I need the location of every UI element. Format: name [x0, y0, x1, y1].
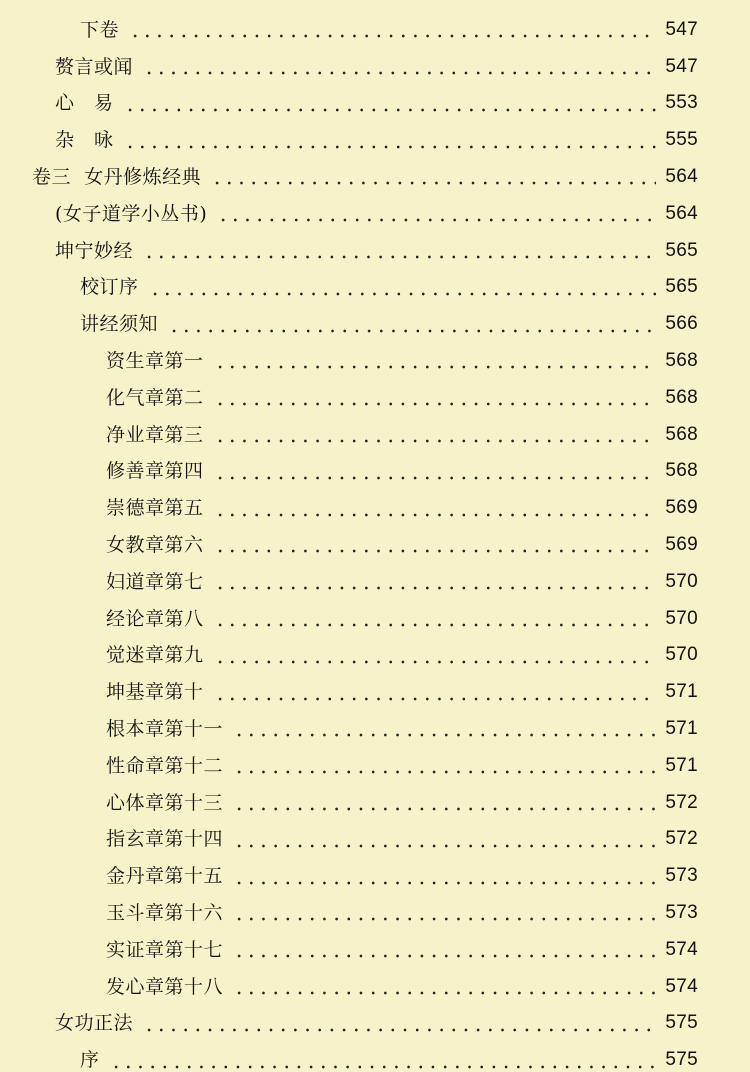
toc-entry[interactable] — [0, 783, 750, 820]
toc-entry-title: 坤基章第十 — [106, 681, 204, 704]
toc-entry[interactable] — [0, 488, 750, 525]
toc-entry-page-number: 568 — [665, 460, 698, 482]
toc-entry-page-number: 573 — [665, 901, 698, 923]
toc-entry-page-number: 570 — [665, 607, 698, 629]
toc-entry-title: 性命章第十二 — [106, 754, 224, 777]
toc-entry[interactable] — [0, 636, 750, 673]
toc-entry[interactable] — [0, 562, 750, 599]
toc-entry-page-number: 570 — [665, 644, 698, 666]
toc-entry[interactable] — [0, 1004, 750, 1041]
toc-entry[interactable] — [0, 341, 750, 378]
toc-entry-page-number: 553 — [665, 92, 698, 114]
toc-entry[interactable] — [0, 930, 750, 967]
toc-entry-page-number: 566 — [665, 313, 698, 335]
dot-leader — [233, 973, 656, 1004]
toc-entry-page-number: 564 — [665, 202, 698, 224]
dot-leader — [211, 163, 656, 194]
toc-entry[interactable] — [0, 820, 750, 857]
toc-entry-title: 女教章第六 — [106, 533, 204, 556]
toc-entry-page-number: 571 — [665, 754, 698, 776]
toc-entry-title: 校订序 — [80, 276, 139, 299]
toc-entry[interactable] — [0, 709, 750, 746]
dot-leader — [233, 715, 656, 746]
dot-leader — [110, 1046, 656, 1072]
toc-entry-page-number: 547 — [665, 18, 698, 40]
toc-entry-page-number: 574 — [665, 938, 698, 960]
toc-entry[interactable] — [0, 672, 750, 709]
toc-entry-title: 赘言或闻 — [55, 55, 134, 78]
toc-entry-title: 净业章第三 — [106, 423, 204, 446]
dot-leader — [214, 568, 656, 599]
toc-entry[interactable] — [0, 525, 750, 562]
toc-entry[interactable] — [0, 415, 750, 452]
toc-entry-page-number: 570 — [665, 570, 698, 592]
dot-leader — [124, 89, 656, 120]
dot-leader — [214, 347, 656, 378]
toc-entry[interactable] — [0, 194, 750, 231]
toc-entry-title: 经论章第八 — [106, 607, 204, 630]
toc-entry-title: 女功正法 — [55, 1012, 134, 1035]
dot-leader — [124, 126, 656, 157]
toc-entry-title: 卷三 女丹修炼经典 — [32, 165, 202, 188]
dot-leader — [233, 825, 656, 856]
toc-entry-title: 实证章第十七 — [106, 938, 224, 961]
toc-entry-title: 发心章第十八 — [106, 975, 224, 998]
toc-entry-page-number: 565 — [665, 276, 698, 298]
toc-entry[interactable] — [0, 304, 750, 341]
toc-entry[interactable] — [0, 120, 750, 157]
toc-entry-page-number: 568 — [665, 349, 698, 371]
toc-entry-page-number: 574 — [665, 975, 698, 997]
toc-entry-page-number: 565 — [665, 239, 698, 261]
dot-leader — [233, 789, 656, 820]
toc-entry-title: 妇道章第七 — [106, 570, 204, 593]
toc-entry-page-number: 569 — [665, 497, 698, 519]
toc-entry-page-number: 568 — [665, 423, 698, 445]
toc-entry-title: 心 易 — [55, 92, 114, 115]
toc-entry[interactable] — [0, 84, 750, 121]
toc-entry[interactable] — [0, 10, 750, 47]
toc-entry[interactable] — [0, 599, 750, 636]
toc-entry-title: 根本章第十一 — [106, 717, 224, 740]
dot-leader — [168, 310, 656, 341]
toc-entry-title: 序 — [80, 1049, 100, 1072]
toc-entry-page-number: 572 — [665, 791, 698, 813]
dot-leader — [233, 936, 656, 967]
dot-leader — [129, 16, 656, 47]
toc-entry[interactable] — [0, 47, 750, 84]
toc-entry[interactable] — [0, 856, 750, 893]
dot-leader — [214, 457, 656, 488]
dot-leader — [214, 494, 656, 525]
toc-entry-title: 资生章第一 — [106, 349, 204, 372]
dot-leader — [214, 678, 656, 709]
toc-entry[interactable] — [0, 157, 750, 194]
toc-entry-title: 讲经须知 — [80, 313, 159, 336]
toc-entry[interactable] — [0, 967, 750, 1004]
toc-entry[interactable] — [0, 231, 750, 268]
toc-entry-page-number: 564 — [665, 165, 698, 187]
toc-entry-title: 崇德章第五 — [106, 497, 204, 520]
toc-entry-page-number: 547 — [665, 55, 698, 77]
dot-leader — [214, 531, 656, 562]
toc-entry-page-number: 569 — [665, 533, 698, 555]
dot-leader — [149, 273, 656, 304]
toc-entry-title: 杂 咏 — [55, 129, 114, 152]
toc-entry-title: 坤宁妙经 — [55, 239, 134, 262]
dot-leader — [217, 200, 656, 231]
toc-entry-page-number: 568 — [665, 386, 698, 408]
toc-entry-title: 玉斗章第十六 — [106, 901, 224, 924]
toc-entry-page-number: 571 — [665, 717, 698, 739]
toc-entry[interactable] — [0, 378, 750, 415]
toc-entry-page-number: 555 — [665, 129, 698, 151]
toc-entry-page-number: 573 — [665, 865, 698, 887]
toc-entry-title: 下卷 — [80, 18, 120, 41]
toc-entry-page-number: 572 — [665, 828, 698, 850]
dot-leader — [233, 862, 656, 893]
dot-leader — [143, 237, 656, 268]
table-of-contents — [0, 10, 750, 1072]
toc-entry-page-number: 575 — [665, 1012, 698, 1034]
toc-entry[interactable] — [0, 1040, 750, 1072]
dot-leader — [233, 752, 656, 783]
toc-entry-title: 修善章第四 — [106, 460, 204, 483]
toc-entry-title: 金丹章第十五 — [106, 865, 224, 888]
toc-entry-page-number: 571 — [665, 681, 698, 703]
toc-entry-title: 指玄章第十四 — [106, 828, 224, 851]
dot-leader — [143, 1009, 656, 1040]
toc-entry[interactable] — [0, 746, 750, 783]
dot-leader — [143, 53, 656, 84]
dot-leader — [214, 641, 656, 672]
toc-entry-title: 觉迷章第九 — [106, 644, 204, 667]
toc-entry[interactable] — [0, 893, 750, 930]
dot-leader — [214, 384, 656, 415]
toc-entry[interactable] — [0, 268, 750, 305]
dot-leader — [214, 421, 656, 452]
toc-entry-title: (女子道学小丛书) — [55, 202, 208, 225]
toc-entry-page-number: 575 — [665, 1049, 698, 1071]
dot-leader — [214, 605, 656, 636]
toc-entry-title: 化气章第二 — [106, 386, 204, 409]
dot-leader — [233, 899, 656, 930]
toc-entry[interactable] — [0, 452, 750, 489]
toc-entry-title: 心体章第十三 — [106, 791, 224, 814]
